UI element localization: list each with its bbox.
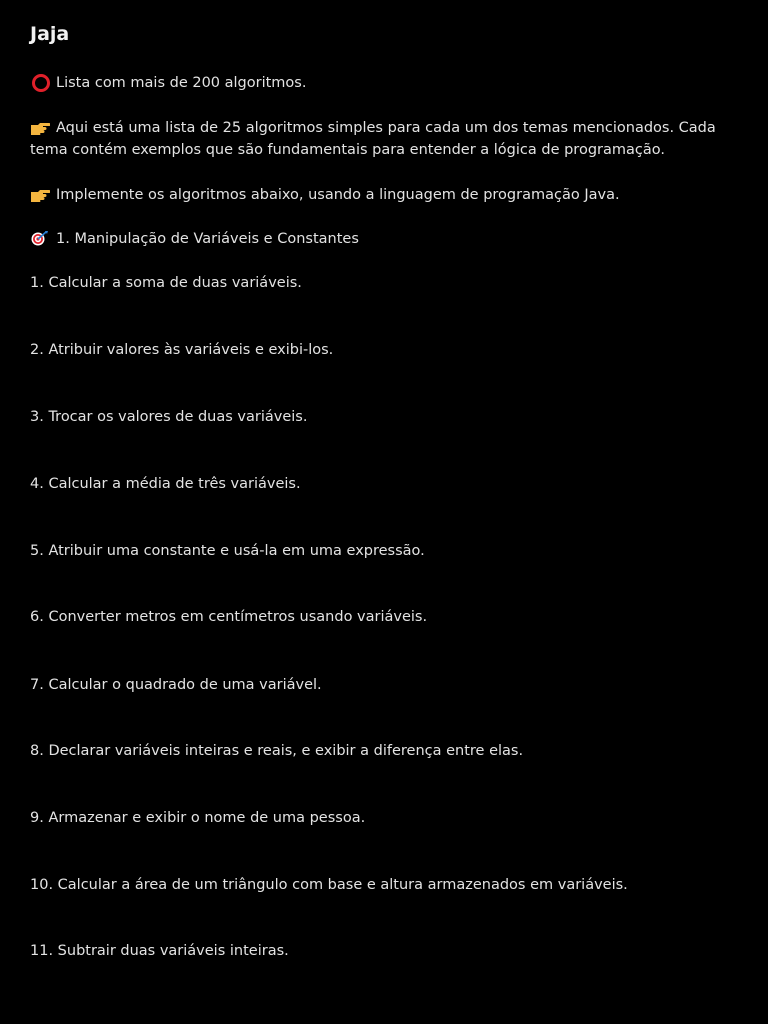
dart-target-icon	[30, 230, 50, 246]
intro-text: Lista com mais de 200 algoritmos.	[56, 75, 307, 91]
pointing-hand-icon	[30, 119, 50, 135]
list-item: 2. Atribuir valores às variáveis e exibi-los.	[30, 342, 334, 358]
red-circle-icon	[30, 74, 50, 90]
list-item: 10. Calcular a área de um triângulo com base e altura armazenados em variáveis.	[30, 877, 628, 893]
section-heading-text: 1. Manipulação de Variáveis e Constantes	[56, 231, 359, 247]
list-item: 6. Converter metros em centímetros usando variáveis.	[30, 609, 428, 625]
note-title: Jaja	[30, 23, 70, 45]
intro-text: Aqui está uma lista de 25 algoritmos simples para cada um dos temas mencionados. Cada tema contém exemplos que são fundamentais para entender a lógica de programação.	[30, 120, 716, 158]
list-item: 7. Calcular o quadrado de uma variável.	[30, 677, 322, 693]
list-item: 8. Declarar variáveis inteiras e reais, e exibir a diferença entre elas.	[30, 743, 524, 759]
list-item: 11. Subtrair duas variáveis inteiras.	[30, 943, 289, 959]
intro-line-description	[30, 117, 735, 161]
list-item: 3. Trocar os valores de duas variáveis.	[30, 409, 308, 425]
list-item: 4. Calcular a média de três variáveis.	[30, 476, 301, 492]
intro-line-instruction	[30, 184, 735, 206]
intro-line-list	[30, 72, 735, 94]
section-heading	[30, 228, 735, 250]
intro-text: Implemente os algoritmos abaixo, usando a linguagem de programação Java.	[56, 187, 620, 203]
list-item: 5. Atribuir uma constante e usá-la em uma expressão.	[30, 543, 425, 559]
list-item: 9. Armazenar e exibir o nome de uma pessoa.	[30, 810, 366, 826]
list-item: 1. Calcular a soma de duas variáveis.	[30, 275, 302, 291]
pointing-hand-icon	[30, 186, 50, 202]
